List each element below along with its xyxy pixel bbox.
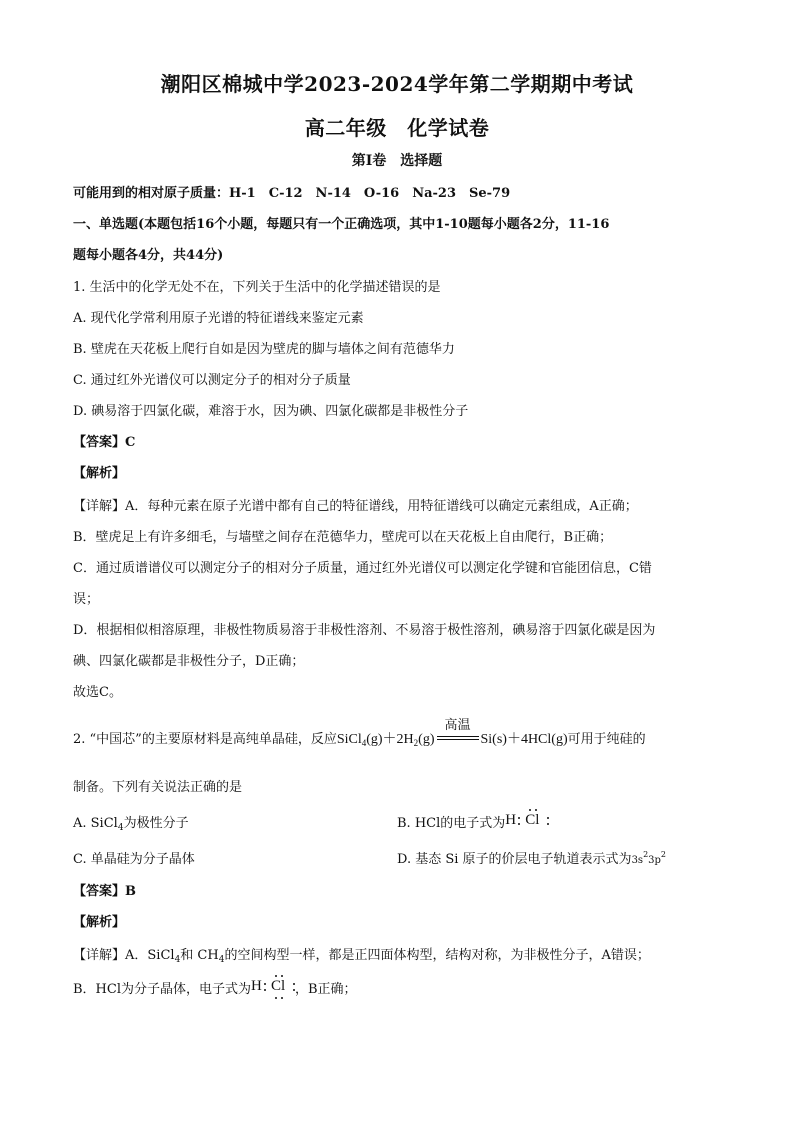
reaction-condition: 高温 [444, 717, 471, 732]
lone-pair-dot [547, 823, 549, 825]
orb-3s-sup: 2 [643, 850, 649, 859]
q2-option-b-pre: B. HCl的电子式为 [397, 816, 506, 831]
q1-answer: 【答案】C [73, 435, 136, 450]
orb-3p-sup: 2 [660, 850, 667, 859]
q2-detail-1-mid: 和 CH [180, 948, 219, 963]
orb-3p: 3p [648, 855, 661, 866]
q1-option-c: C. 通过红外光谱仪可以测定分子的相对分子质量 [73, 373, 351, 388]
q2-detail-1-post: 的空间构型一样，都是正四面体构型，结构对称，为非极性分子，A错误； [224, 948, 650, 963]
arrow-bar-bottom [437, 739, 479, 740]
orb-3s: 3s [631, 855, 644, 866]
lone-pair-dot [281, 975, 283, 977]
lewis-cl: Cl [525, 812, 540, 828]
q1-detail-6: 碘、四氯化碳都是非极性分子，D正确； [73, 654, 305, 669]
reaction-equation [336, 717, 568, 748]
section-heading: 第Ⅰ卷 选择题 [351, 153, 443, 169]
shared-dot [518, 817, 520, 819]
q2-option-d-pre: D. 基态 Si 原子的价层电子轨道表示式为 [397, 852, 632, 867]
q1-detail-5: D．根据相似相溶原理，非极性物质易溶于非极性溶剂、不易溶于极性溶剂，碘易溶于四氯化碳是因为 [73, 623, 656, 638]
q2-stem-line-2: 制备。下列有关说法正确的是 [73, 780, 243, 795]
exam-subtitle: 高二年级 化学试卷 [304, 116, 490, 140]
q2-option-a-sub: 4 [117, 823, 124, 833]
shared-dot [264, 983, 266, 985]
q2-option-a-pre: A. SiCl [73, 816, 118, 831]
lone-pair-dot [535, 809, 537, 811]
q2-answer: 【答案】B [73, 884, 136, 899]
q2-option-a [73, 812, 189, 833]
q2-option-b [397, 812, 549, 831]
q2-detail-2-pre: B．HCl为分子晶体，电子式为 [73, 982, 251, 997]
q1-option-a: A. 现代化学常利用原子光谱的特征谱线来鉴定元素 [73, 311, 364, 326]
lone-pair-dot [547, 817, 549, 819]
hcl-lewis-structure [505, 812, 549, 830]
eq-g: (g) [418, 732, 435, 747]
q2-stem-line-1 [73, 717, 646, 748]
q2-detail-2 [73, 978, 357, 997]
q1-detail-2: B．壁虎足上有许多细毛，与墙壁之间存在范德华力，壁虎可以在天花板上自由爬行，B正确； [73, 530, 613, 545]
arrow-bar-top [437, 736, 479, 737]
q2-detail-1-sub2: 4 [218, 955, 225, 965]
lone-pair-dot [529, 809, 531, 811]
shared-dot [518, 823, 520, 825]
lone-pair-dot [293, 989, 295, 991]
q2-analysis-label: 【解析】 [73, 915, 126, 930]
lone-pair-dot [275, 997, 277, 999]
part-heading-line-1: 一、单选题(本题包括16个小题，每题只有一个正确选项，其中1-10题每小题各2分，11-16 [73, 217, 610, 232]
q1-detail-7: 故选C。 [73, 685, 122, 700]
q1-option-d: D. 碘易溶于四氯化碳，难溶于水，因为碘、四氯化碳都是非极性分子 [73, 404, 469, 419]
eq-h2: (g)＋2H [366, 732, 414, 747]
q2-detail-1 [73, 944, 650, 965]
q1-analysis-label: 【解析】 [73, 466, 126, 481]
q1-detail-4: 误； [73, 592, 100, 607]
lone-pair-dot [293, 983, 295, 985]
q1-detail-1: 【详解】A．每种元素在原子光谱中都有自己的特征谱线，用特征谱线可以确定元素组成，A正确； [73, 499, 638, 514]
eq-sub-4: 4 [361, 738, 367, 748]
exam-title: 潮阳区棉城中学2023-2024学年第二学期期中考试 [160, 72, 634, 96]
q2-option-a-post: 为极性分子 [123, 816, 189, 831]
shared-dot [264, 989, 266, 991]
q2-stem-post: 可用于纯硅的 [567, 732, 646, 747]
lewis-h: H [505, 812, 517, 828]
lone-pair-dot [281, 997, 283, 999]
orbital-notation [631, 850, 667, 866]
q2-detail-1-sub1: 4 [174, 955, 181, 965]
reaction-arrow [435, 717, 481, 745]
q2-detail-2-post: ，B正确； [295, 982, 357, 997]
q2-option-d [397, 848, 666, 867]
q1-option-b: B. 壁虎在天花板上爬行自如是因为壁虎的脚与墙体之间有范德华力 [73, 342, 455, 357]
q1-stem: 1. 生活中的化学无处不在，下列关于生活中的化学描述错误的是 [73, 280, 441, 295]
eq-sicl: SiCl [336, 732, 362, 747]
q2-detail-1-pre: 【详解】A．SiCl [73, 948, 175, 963]
eq-products: Si(s)＋4HCl(g) [480, 732, 568, 747]
lewis-cl: Cl [271, 978, 286, 994]
eq-sub-2: 2 [413, 738, 419, 748]
atomic-mass-line: 可能用到的相对原子质量：H-1 C-12 N-14 O-16 Na-23 Se-79 [73, 186, 511, 201]
part-heading-line-2: 题每小题各4分，共44分) [73, 248, 224, 263]
hcl-lewis-structure [251, 978, 295, 996]
q2-option-c: C. 单晶硅为分子晶体 [73, 852, 195, 867]
lewis-h: H [251, 978, 262, 994]
q1-detail-3: C．通过质谱谱仪可以测定分子的相对分子质量，通过红外光谱仪可以测定化学键和官能团信息，C错 [73, 561, 652, 576]
lone-pair-dot [275, 975, 277, 977]
q2-stem-pre: 2. “中国芯”的主要原材料是高纯单晶硅，反应 [73, 732, 337, 747]
